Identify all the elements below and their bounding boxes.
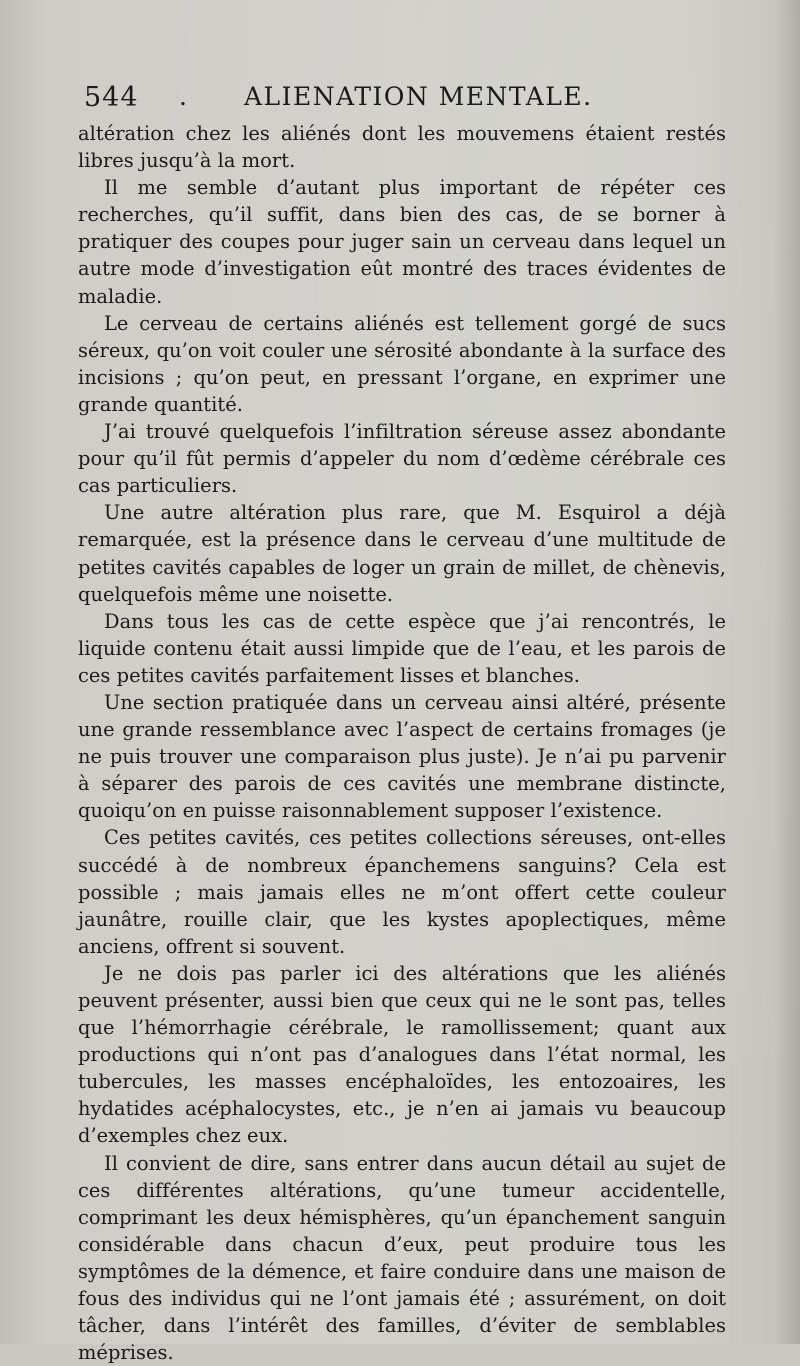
paragraph: Je ne dois pas parler ici des altérations que les aliénés peuvent présenter, aussi bien que ceux qui ne le sont pas, telles que l’hémorrhagie cérébrale, le ramollissement; quant aux productions qui n’ont pas d’analogues dans l’état normal, les tubercules, les masses encéphaloïdes, les entozoaires, les hydatides acéphalocystes, etc., je n’en ai jamais vu beaucoup d’exemples chez eux.	[78, 961, 726, 1148]
paragraph: J’ai trouvé quelquefois l’infiltration séreuse assez abondante pour qu’il fût permis d’appeler du nom d’œdème cérébrale ces cas particuliers.	[78, 420, 726, 498]
body-text	[78, 120, 726, 1366]
page-number: 544	[84, 82, 139, 113]
running-title: ALIENATION MENTALE.	[244, 82, 593, 111]
page-header	[84, 82, 724, 118]
paragraph-continued: altération chez les aliénés dont les mouvemens étaient restés libres jusqu’à la mort.	[78, 122, 726, 173]
page-edge-shadow	[774, 0, 800, 1344]
header-separator: .	[179, 82, 187, 111]
paragraph: Dans tous les cas de cette espèce que j’ai rencontrés, le liquide contenu était aussi limpide que de l’eau, et les parois de ces petites cavités parfaitement lisses et blanches.	[78, 609, 726, 687]
paragraph: Une autre altération plus rare, que M. Esquirol a déjà remarquée, est la présence dans le cerveau d’une multitude de petites cavités capables de loger un grain de millet, de chènevis, quelquefois même une noisette.	[78, 501, 726, 606]
paragraph: Il convient de dire, sans entrer dans aucun détail au sujet de ces différentes altérations, qu’une tumeur accidentelle, comprimant les deux hémisphères, qu’un épanchement sanguin considérable dans chacun d’eux, peut produire tous les symptômes de la démence, et faire conduire dans une maison de fous des individus qui ne l’ont jamais été ; assurément, on doit tâcher, dans l’intérêt des familles, d’éviter de semblables méprises.	[78, 1151, 726, 1365]
paragraph: Il me semble d’autant plus important de répéter ces recherches, qu’il suffit, dans bien des cas, de se borner à pratiquer des coupes pour juger sain un cerveau dans lequel un autre mode d’investigation eût montré des traces évidentes de maladie.	[78, 176, 726, 308]
paragraph: Une section pratiquée dans un cerveau ainsi altéré, présente une grande ressemblance avec l’aspect de certains fromages (je ne puis trouver une comparaison plus juste). Je n’ai pu parvenir à séparer des parois de ces cavités une membrane distincte, quoiqu’on en puisse raisonnablement supposer l’existence.	[78, 690, 726, 823]
paragraph: Ces petites cavités, ces petites collections séreuses, ont-elles succédé à de nombreux épanchemens sanguins? Cela est possible ; mais jamais elles ne m’ont offert cette couleur jaunâtre, rouille clair, que les kystes apoplectiques, même anciens, offrent si souvent.	[78, 826, 726, 958]
paragraph: Le cerveau de certains aliénés est tellement gorgé de sucs séreux, qu’on voit couler une sérosité abondante à la surface des incisions ; qu’on peut, en pressant l’organe, en exprimer une grande quantité.	[78, 311, 726, 416]
